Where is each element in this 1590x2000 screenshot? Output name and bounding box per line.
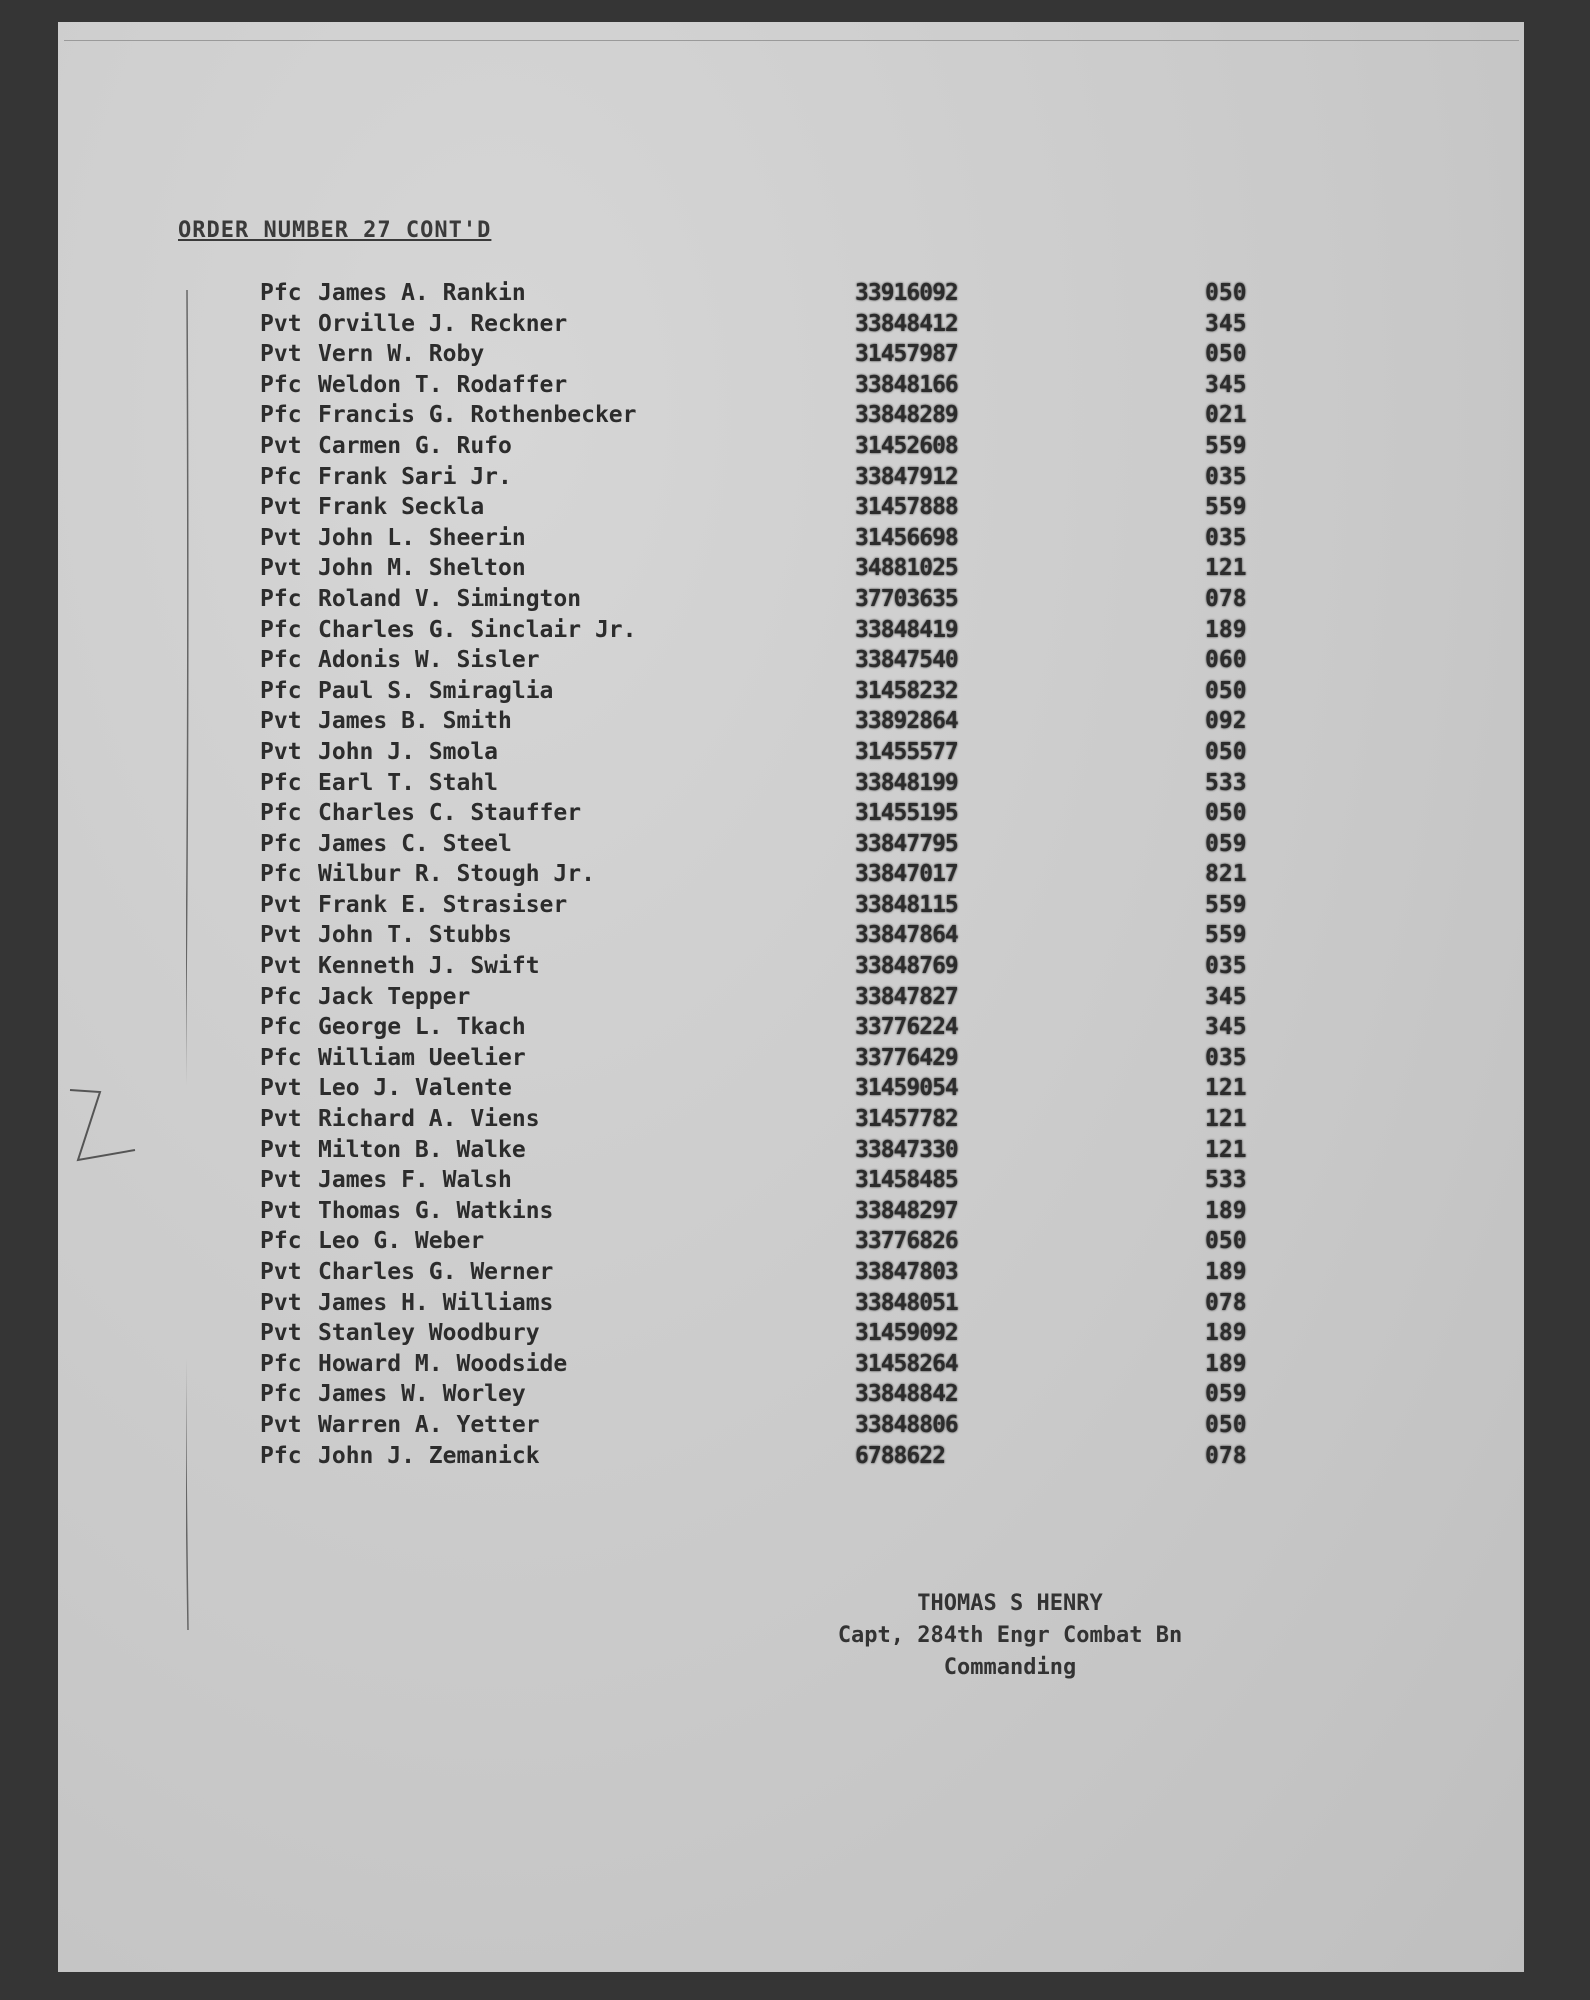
entry-name: Wilbur R. Stough Jr. bbox=[318, 861, 595, 888]
signer-name: THOMAS S HENRY bbox=[917, 1591, 1103, 1616]
entry-serial-number: 33892864 bbox=[855, 708, 958, 735]
entry-rank: Pvt bbox=[260, 708, 302, 735]
list-item bbox=[0, 768, 1590, 799]
entry-code: 121 bbox=[1205, 1075, 1247, 1102]
entry-name: James A. Rankin bbox=[318, 280, 526, 306]
entry-name: William Ueelier bbox=[318, 1044, 526, 1071]
entry-code: 345 bbox=[1205, 371, 1247, 398]
entry-code: 059 bbox=[1205, 830, 1247, 857]
entry-code: 189 bbox=[1205, 1197, 1247, 1224]
entry-rank: Pvt bbox=[260, 1289, 302, 1316]
entry-serial-number: 33776429 bbox=[855, 1044, 958, 1071]
entry-serial-number: 33848806 bbox=[855, 1411, 958, 1438]
entry-rank: Pfc bbox=[260, 647, 302, 674]
entry-rank: Pfc bbox=[260, 371, 302, 398]
entry-rank: Pfc bbox=[260, 1228, 302, 1255]
entry-rank: Pvt bbox=[260, 432, 302, 459]
entry-serial-number: 33916092 bbox=[855, 280, 958, 306]
entry-name: Charles G. Werner bbox=[318, 1259, 554, 1285]
list-item bbox=[0, 798, 1590, 829]
entry-serial-number: 31458232 bbox=[855, 677, 958, 704]
entry-serial-number: 33847540 bbox=[855, 647, 958, 674]
entry-serial-number: 33848419 bbox=[855, 616, 958, 643]
entry-serial-number: 31457987 bbox=[855, 341, 958, 368]
entry-rank: Pvt bbox=[260, 1136, 302, 1163]
entry-code: 050 bbox=[1205, 341, 1247, 368]
entry-rank: Pvt bbox=[260, 953, 302, 980]
entry-code: 559 bbox=[1205, 922, 1247, 949]
entry-name: Paul S. Smiraglia bbox=[318, 677, 554, 704]
entry-code: 059 bbox=[1205, 1381, 1247, 1408]
entry-name: John J. Zemanick bbox=[318, 1442, 540, 1469]
entry-code: 078 bbox=[1205, 1289, 1247, 1316]
entry-serial-number: 33847912 bbox=[855, 463, 958, 490]
entry-code: 189 bbox=[1205, 1320, 1247, 1347]
list-item bbox=[0, 951, 1590, 982]
entry-serial-number: 31458264 bbox=[855, 1350, 958, 1377]
entry-name: Leo G. Weber bbox=[318, 1228, 485, 1255]
list-item bbox=[0, 553, 1590, 584]
list-item bbox=[0, 462, 1590, 493]
entry-rank: Pfc bbox=[260, 830, 302, 857]
entry-serial-number: 33847795 bbox=[855, 830, 958, 857]
list-item bbox=[0, 1165, 1590, 1196]
entry-name: Weldon T. Rodaffer bbox=[318, 371, 568, 398]
entry-code: 078 bbox=[1205, 1442, 1247, 1469]
entry-serial-number: 33776224 bbox=[855, 1014, 958, 1041]
list-item bbox=[0, 523, 1590, 554]
entry-name: Stanley Woodbury bbox=[318, 1320, 540, 1347]
entry-serial-number: 33847864 bbox=[855, 922, 958, 949]
entry-code: 035 bbox=[1205, 463, 1247, 490]
entry-rank: Pvt bbox=[260, 494, 302, 521]
entry-name: Charles C. Stauffer bbox=[318, 800, 582, 827]
entry-serial-number: 31458485 bbox=[855, 1167, 958, 1194]
entry-serial-number: 31456698 bbox=[855, 524, 958, 551]
entry-rank: Pfc bbox=[260, 983, 302, 1010]
entry-serial-number: 33848297 bbox=[855, 1197, 958, 1224]
entry-code: 035 bbox=[1205, 1044, 1247, 1071]
entry-code: 050 bbox=[1205, 280, 1247, 306]
list-item bbox=[0, 706, 1590, 737]
entry-code: 050 bbox=[1205, 677, 1247, 704]
entry-code: 189 bbox=[1205, 1350, 1247, 1377]
entry-code: 533 bbox=[1205, 769, 1247, 796]
entry-code: 092 bbox=[1205, 708, 1247, 735]
entry-rank: Pvt bbox=[260, 1411, 302, 1438]
entry-name: Frank Sari Jr. bbox=[318, 463, 512, 490]
entry-rank: Pfc bbox=[260, 280, 302, 306]
entry-code: 078 bbox=[1205, 585, 1247, 612]
list-item bbox=[0, 370, 1590, 401]
entry-serial-number: 31455195 bbox=[855, 800, 958, 827]
entry-serial-number: 33848842 bbox=[855, 1381, 958, 1408]
entry-rank: Pfc bbox=[260, 1014, 302, 1041]
list-item bbox=[0, 645, 1590, 676]
entry-serial-number: 33848051 bbox=[855, 1289, 958, 1316]
entry-code: 189 bbox=[1205, 616, 1247, 643]
entry-rank: Pvt bbox=[260, 922, 302, 949]
list-item bbox=[0, 278, 1590, 309]
entry-code: 821 bbox=[1205, 861, 1247, 888]
entry-code: 050 bbox=[1205, 800, 1247, 827]
entry-rank: Pfc bbox=[260, 402, 302, 429]
list-item bbox=[0, 339, 1590, 370]
list-item bbox=[0, 1196, 1590, 1227]
entry-name: James B. Smith bbox=[318, 708, 512, 735]
list-item bbox=[0, 492, 1590, 523]
entry-code: 559 bbox=[1205, 891, 1247, 918]
entry-rank: Pvt bbox=[260, 310, 302, 337]
entry-name: Warren A. Yetter bbox=[318, 1411, 540, 1438]
entry-name: Vern W. Roby bbox=[318, 341, 485, 368]
entry-rank: Pfc bbox=[260, 769, 302, 796]
entry-serial-number: 31459092 bbox=[855, 1320, 958, 1347]
list-item bbox=[0, 1104, 1590, 1135]
entry-serial-number: 31457782 bbox=[855, 1106, 958, 1133]
entry-rank: Pvt bbox=[260, 1106, 302, 1133]
order-heading: ORDER NUMBER 27 CONT'D bbox=[178, 218, 492, 243]
entry-serial-number: 31452608 bbox=[855, 432, 958, 459]
entry-rank: Pfc bbox=[260, 585, 302, 612]
entry-rank: Pfc bbox=[260, 463, 302, 490]
entry-code: 345 bbox=[1205, 1014, 1247, 1041]
list-item bbox=[0, 1441, 1590, 1472]
list-item bbox=[0, 615, 1590, 646]
list-item bbox=[0, 676, 1590, 707]
entry-rank: Pfc bbox=[260, 800, 302, 827]
signature-block bbox=[800, 1588, 1220, 1684]
list-item bbox=[0, 737, 1590, 768]
entry-name: James H. Williams bbox=[318, 1289, 554, 1316]
entry-rank: Pvt bbox=[260, 524, 302, 551]
entry-rank: Pvt bbox=[260, 555, 302, 582]
entry-name: Orville J. Reckner bbox=[318, 310, 568, 337]
list-item bbox=[0, 1073, 1590, 1104]
entry-name: Richard A. Viens bbox=[318, 1106, 540, 1133]
entry-rank: Pvt bbox=[260, 1259, 302, 1285]
entry-name: Thomas G. Watkins bbox=[318, 1197, 554, 1224]
list-item bbox=[0, 584, 1590, 615]
list-item bbox=[0, 859, 1590, 890]
list-item bbox=[0, 829, 1590, 860]
entry-code: 533 bbox=[1205, 1167, 1247, 1194]
list-item bbox=[0, 1043, 1590, 1074]
entry-code: 189 bbox=[1205, 1259, 1247, 1285]
entry-name: John M. Shelton bbox=[318, 555, 526, 582]
entry-code: 050 bbox=[1205, 1228, 1247, 1255]
entry-rank: Pfc bbox=[260, 861, 302, 888]
entry-name: James F. Walsh bbox=[318, 1167, 512, 1194]
entry-serial-number: 33848289 bbox=[855, 402, 958, 429]
entry-serial-number: 33848199 bbox=[855, 769, 958, 796]
entry-rank: Pvt bbox=[260, 1320, 302, 1347]
entry-name: Milton B. Walke bbox=[318, 1136, 526, 1163]
entry-code: 121 bbox=[1205, 555, 1247, 582]
entry-name: John L. Sheerin bbox=[318, 524, 526, 551]
signer-title: Capt, 284th Engr Combat Bn bbox=[837, 1623, 1183, 1648]
entry-rank: Pfc bbox=[260, 616, 302, 643]
list-item bbox=[0, 1410, 1590, 1441]
entry-code: 035 bbox=[1205, 953, 1247, 980]
entry-serial-number: 33776826 bbox=[855, 1228, 958, 1255]
list-item bbox=[0, 1318, 1590, 1349]
personnel-list bbox=[0, 278, 1590, 1471]
entry-serial-number: 33848166 bbox=[855, 371, 958, 398]
list-item bbox=[0, 431, 1590, 462]
entry-rank: Pfc bbox=[260, 1381, 302, 1408]
list-item bbox=[0, 1257, 1590, 1288]
entry-name: Howard M. Woodside bbox=[318, 1350, 568, 1377]
entry-code: 121 bbox=[1205, 1136, 1247, 1163]
entry-rank: Pfc bbox=[260, 677, 302, 704]
entry-name: Charles G. Sinclair Jr. bbox=[318, 616, 637, 643]
entry-code: 121 bbox=[1205, 1106, 1247, 1133]
entry-name: Carmen G. Rufo bbox=[318, 432, 512, 459]
entry-name: George L. Tkach bbox=[318, 1014, 526, 1041]
entry-name: Earl T. Stahl bbox=[318, 769, 499, 796]
entry-rank: Pvt bbox=[260, 891, 302, 918]
entry-code: 345 bbox=[1205, 983, 1247, 1010]
entry-name: James C. Steel bbox=[318, 830, 512, 857]
entry-serial-number: 33847330 bbox=[855, 1136, 958, 1163]
entry-serial-number: 6788622 bbox=[855, 1442, 945, 1469]
entry-name: John J. Smola bbox=[318, 738, 499, 765]
list-item bbox=[0, 890, 1590, 921]
entry-name: Leo J. Valente bbox=[318, 1075, 512, 1102]
entry-serial-number: 31457888 bbox=[855, 494, 958, 521]
entry-name: Adonis W. Sisler bbox=[318, 647, 540, 674]
entry-serial-number: 33847827 bbox=[855, 983, 958, 1010]
list-item bbox=[0, 1012, 1590, 1043]
entry-code: 559 bbox=[1205, 432, 1247, 459]
list-item bbox=[0, 1379, 1590, 1410]
entry-rank: Pvt bbox=[260, 1197, 302, 1224]
entry-name: Frank Seckla bbox=[318, 494, 485, 521]
list-item bbox=[0, 1135, 1590, 1166]
list-item bbox=[0, 920, 1590, 951]
entry-code: 345 bbox=[1205, 310, 1247, 337]
list-item bbox=[0, 400, 1590, 431]
entry-rank: Pvt bbox=[260, 1075, 302, 1102]
entry-name: James W. Worley bbox=[318, 1381, 526, 1408]
entry-serial-number: 37703635 bbox=[855, 585, 958, 612]
entry-code: 050 bbox=[1205, 738, 1247, 765]
entry-serial-number: 33848115 bbox=[855, 891, 958, 918]
entry-name: Jack Tepper bbox=[318, 983, 471, 1010]
entry-rank: Pvt bbox=[260, 1167, 302, 1194]
entry-code: 050 bbox=[1205, 1411, 1247, 1438]
entry-serial-number: 33848412 bbox=[855, 310, 958, 337]
entry-serial-number: 31459054 bbox=[855, 1075, 958, 1102]
entry-serial-number: 31455577 bbox=[855, 738, 958, 765]
entry-code: 559 bbox=[1205, 494, 1247, 521]
entry-code: 035 bbox=[1205, 524, 1247, 551]
entry-code: 021 bbox=[1205, 402, 1247, 429]
entry-name: Kenneth J. Swift bbox=[318, 953, 540, 980]
entry-name: Roland V. Simington bbox=[318, 585, 582, 612]
entry-name: Francis G. Rothenbecker bbox=[318, 402, 637, 429]
entry-code: 060 bbox=[1205, 647, 1247, 674]
list-item bbox=[0, 309, 1590, 340]
entry-name: Frank E. Strasiser bbox=[318, 891, 568, 918]
list-item bbox=[0, 982, 1590, 1013]
entry-serial-number: 33847803 bbox=[855, 1259, 958, 1285]
list-item bbox=[0, 1226, 1590, 1257]
entry-rank: Pvt bbox=[260, 738, 302, 765]
entry-rank: Pfc bbox=[260, 1044, 302, 1071]
page-edge-line bbox=[64, 40, 1519, 41]
entry-name: John T. Stubbs bbox=[318, 922, 512, 949]
entry-serial-number: 33848769 bbox=[855, 953, 958, 980]
signer-role: Commanding bbox=[943, 1655, 1077, 1680]
entry-rank: Pfc bbox=[260, 1442, 302, 1469]
entry-serial-number: 34881025 bbox=[855, 555, 958, 582]
list-item bbox=[0, 1349, 1590, 1380]
entry-serial-number: 33847017 bbox=[855, 861, 958, 888]
entry-rank: Pvt bbox=[260, 341, 302, 368]
list-item bbox=[0, 1288, 1590, 1319]
entry-rank: Pfc bbox=[260, 1350, 302, 1377]
